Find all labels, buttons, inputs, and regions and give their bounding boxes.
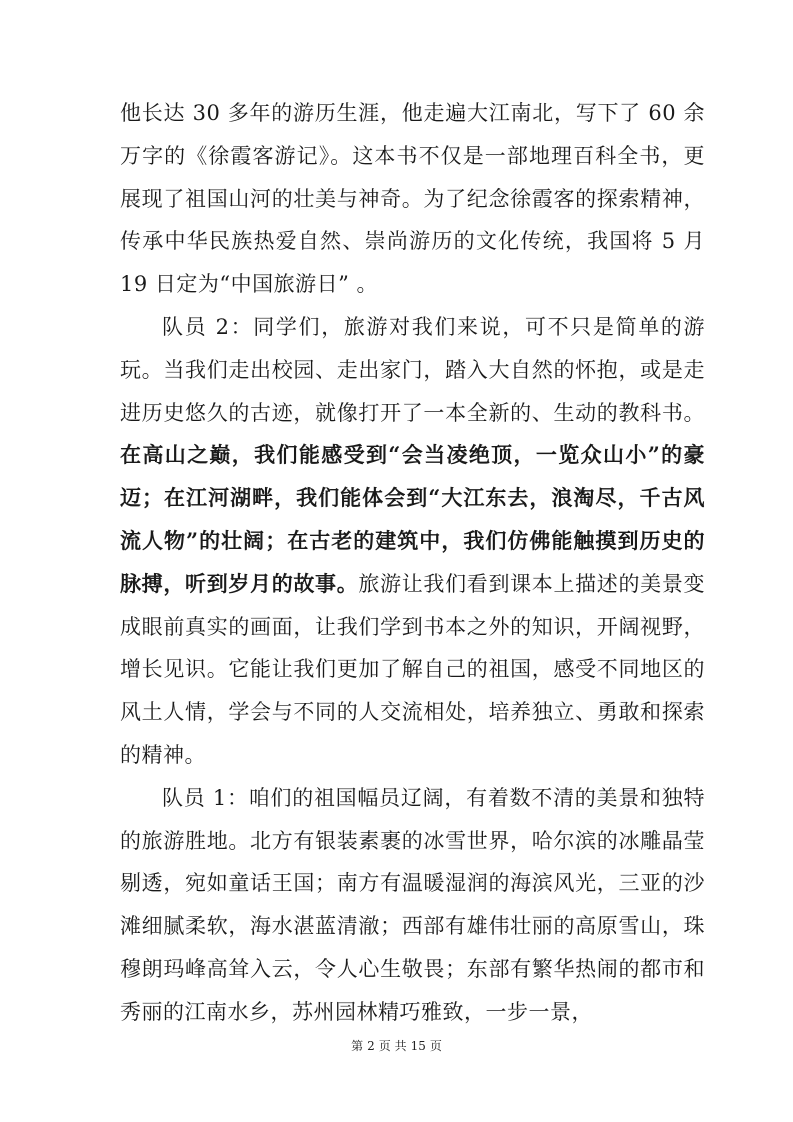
- paragraph-intro: [120, 92, 705, 306]
- speaker-label: 队员 1：: [162, 785, 249, 810]
- page-footer: [0, 1038, 793, 1054]
- current-page-number: 2: [367, 1039, 375, 1053]
- paragraph-bold-text: 在高山之巅，我们能感受到“会当凌绝顶，一览众山小”的豪迈；在江河湖畔，我们能体会到“大江东去，浪淘尽，千古风流人物”的壮阔；在古老的建筑中，我们仿佛能触摸到历史的脉搏，听到岁月的故事。: [120, 442, 705, 596]
- paragraph-text: 他长达 30 多年的游历生涯，他走遍大江南北，写下了 60 余万字的《徐霞客游记》。这本书不仅是一部地理百科全书，更展现了祖国山河的壮美与神奇。为了纪念徐霞客的探索精神，传承中华民族热爱自然、崇尚游历的文化传统，我国将 5 月 19 日定为“中国旅游日” 。: [120, 101, 705, 297]
- paragraph-member-1: [120, 777, 705, 1034]
- footer-prefix: 第: [351, 1039, 364, 1053]
- speaker-label: 队员 2：: [162, 314, 254, 339]
- paragraph-text: 咱们的祖国幅员辽阔，有着数不清的美景和独特的旅游胜地。北方有银装素裹的冰雪世界，哈尔滨的冰雕晶莹剔透，宛如童话王国；南方有温暖湿润的海滨风光，三亚的沙滩细腻柔软，海水湛蓝清澈；西部有雄伟壮丽的高原雪山，珠穆朗玛峰高耸入云，令人心生敬畏；东部有繁华热闹的都市和秀丽的江南水乡，苏州园林精巧雅致，一步一景，: [120, 785, 705, 1024]
- paragraph-text: 旅游让我们看到课本上描述的美景变成眼前真实的画面，让我们学到书本之外的知识，开阔视野，增长见识。它能让我们更加了解自己的祖国，感受不同地区的风土人情，学会与不同的人交流相处，培养独立、勇敢和探索的精神。: [120, 571, 706, 767]
- paragraph-member-2: [120, 306, 705, 777]
- document-body: [120, 92, 705, 1034]
- footer-middle: 页 共: [378, 1039, 407, 1053]
- total-pages-number: 15: [410, 1039, 426, 1053]
- footer-suffix: 页: [429, 1039, 442, 1053]
- paragraph-text: 同学们，旅游对我们来说，可不只是简单的游玩。当我们走出校园、走出家门，踏入大自然的怀抱，或是走进历史悠久的古迹，就像打开了一本全新的、生动的教科书。: [120, 314, 705, 425]
